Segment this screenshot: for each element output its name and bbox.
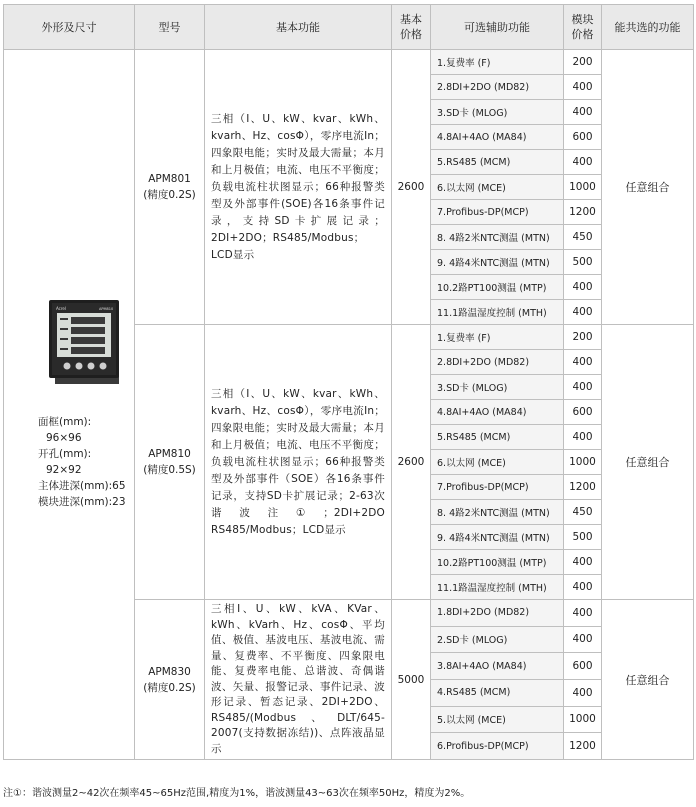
option-price: 1200 [564, 733, 602, 760]
option-name: 1.8DI+2DO (MD82) [431, 600, 564, 627]
option-price: 400 [564, 100, 602, 125]
header-shape: 外形及尺寸 [4, 5, 135, 50]
option-name: 1.复费率 (F) [431, 50, 564, 75]
option-name: 11.1路温湿度控制 (MTH) [431, 575, 564, 600]
model-cell [135, 600, 205, 760]
option-price: 400 [564, 75, 602, 100]
option-price: 200 [564, 325, 602, 350]
option-price: 600 [564, 653, 602, 680]
option-name: 3.8AI+4AO (MA84) [431, 653, 564, 680]
model-accuracy: (精度0.2S) [143, 681, 196, 694]
option-name: 5.以太网 (MCE) [431, 706, 564, 733]
option-price: 1200 [564, 200, 602, 225]
header-module-price: 模块 价格 [564, 5, 602, 50]
option-name: 7.Profibus-DP(MCP) [431, 200, 564, 225]
dim-body-depth: 主体进深(mm):65 [38, 479, 126, 492]
option-name: 6.以太网 (MCE) [431, 450, 564, 475]
option-price: 400 [564, 679, 602, 706]
option-price: 1000 [564, 706, 602, 733]
header-row [4, 5, 694, 50]
model-label: APM810 [99, 306, 114, 311]
option-name: 7.Profibus-DP(MCP) [431, 475, 564, 500]
option-name: 6.以太网 (MCE) [431, 175, 564, 200]
option-price: 400 [564, 300, 602, 325]
option-name: 3.SD卡 (MLOG) [431, 100, 564, 125]
combo-cell: 任意组合 [602, 50, 694, 325]
option-name: 5.RS485 (MCM) [431, 425, 564, 450]
option-price: 1200 [564, 475, 602, 500]
model-accuracy: (精度0.5S) [143, 464, 196, 476]
option-name: 11.1路温湿度控制 (MTH) [431, 300, 564, 325]
function-cell: 三相（I、U、kW、kvar、kWh、kvarh、Hz、cosΦ），零序电流In；四象限电能；实时及最大需量；本月和上月极值；电流、电压不平衡度；负载电流柱状图显示；66种报警类型及外部事件（SOE）各16条事件记录，支持SD卡扩展记录；2-63次谐波注①；2DI+2DO RS485/Modbus；LCD显示 [205, 325, 392, 600]
function-cell: 三相（I、U、kW、kvar、kWh、kvarh、Hz、cosΦ），零序电流In；四象限电能；实时及最大需量；本月和上月极值；电流、电压不平衡度；负载电流柱状图显示；66种报警类型及外部事件(SOE)各16条事件记录，支持SD卡扩展记录；2DI+2DO；RS485/Modbus；LCD显示 [205, 50, 392, 325]
option-price: 400 [564, 550, 602, 575]
base-price-cell: 5000 [392, 600, 431, 760]
model-accuracy: (精度0.2S) [143, 189, 196, 201]
header-combo: 能共选的功能 [602, 5, 694, 50]
option-name: 5.RS485 (MCM) [431, 150, 564, 175]
option-name: 9. 4路4米NTC测温 (MTN) [431, 525, 564, 550]
model-name: APM810 [148, 448, 191, 460]
option-price: 600 [564, 125, 602, 150]
option-name: 4.8AI+4AO (MA84) [431, 125, 564, 150]
table-row [4, 50, 694, 75]
option-price: 450 [564, 225, 602, 250]
option-price: 500 [564, 250, 602, 275]
function-cell: 三相I、U、kW、kVA、KVar、kWh、kVarh、Hz、cosΦ、平均值、极值、基波电压、基波电流、需量、复费率、不平衡度、四象限电能、复费率电能、总谐波、奇偶谐波、矢量、报警记录、事件记录、波形记录、暂态记录、2DI+2DO、RS485/(Modbus、DLT/645-2007(支持数据冻结))、点阵液晶显示 [205, 600, 392, 760]
option-price: 1000 [564, 450, 602, 475]
model-cell [135, 325, 205, 600]
option-name: 8. 4路2米NTC测温 (MTN) [431, 500, 564, 525]
header-basic: 基本功能 [205, 5, 392, 50]
dim-cutout-label: 开孔(mm): [38, 447, 92, 460]
option-name: 2.8DI+2DO (MD82) [431, 350, 564, 375]
product-price-table [3, 4, 694, 760]
model-cell [135, 50, 205, 325]
model-name: APM830 [148, 665, 191, 678]
base-price-cell: 2600 [392, 50, 431, 325]
option-price: 400 [564, 375, 602, 400]
option-price: 400 [564, 275, 602, 300]
dim-frame-value: 96×96 [46, 431, 82, 444]
option-name: 6.Profibus-DP(MCP) [431, 733, 564, 760]
option-name: 9. 4路4米NTC测温 (MTN) [431, 250, 564, 275]
option-price: 400 [564, 425, 602, 450]
option-name: 8. 4路2米NTC测温 (MTN) [431, 225, 564, 250]
option-name: 10.2路PT100测温 (MTP) [431, 550, 564, 575]
brand-label: Acrel [56, 305, 66, 311]
dim-frame-label: 面框(mm): [38, 415, 92, 428]
option-price: 400 [564, 350, 602, 375]
option-price: 400 [564, 626, 602, 653]
option-name: 1.复费率 (F) [431, 325, 564, 350]
base-price-cell: 2600 [392, 325, 431, 600]
header-optional: 可选辅助功能 [431, 5, 564, 50]
option-name: 3.SD卡 (MLOG) [431, 375, 564, 400]
combo-cell: 任意组合 [602, 325, 694, 600]
meter-icon [49, 300, 125, 386]
option-name: 10.2路PT100测温 (MTP) [431, 275, 564, 300]
option-name: 4.RS485 (MCM) [431, 679, 564, 706]
option-name: 2.8DI+2DO (MD82) [431, 75, 564, 100]
option-price: 600 [564, 400, 602, 425]
dim-cutout-value: 92×92 [46, 463, 82, 476]
option-name: 4.8AI+4AO (MA84) [431, 400, 564, 425]
dim-module-depth: 模块进深(mm):23 [38, 495, 126, 508]
footnote: 注①：谐波测量2~42次在频率45~65Hz范围,精度为1%，谐波测量43~63次在频率50Hz，精度为2%。 [3, 788, 471, 799]
header-base-price: 基本 价格 [392, 5, 431, 50]
option-name: 2.SD卡 (MLOG) [431, 626, 564, 653]
option-price: 200 [564, 50, 602, 75]
header-model: 型号 [135, 5, 205, 50]
model-name: APM801 [148, 173, 191, 185]
shape-cell [4, 50, 135, 760]
option-price: 400 [564, 150, 602, 175]
option-price: 450 [564, 500, 602, 525]
option-price: 400 [564, 575, 602, 600]
meter-image [49, 300, 125, 386]
option-price: 400 [564, 600, 602, 627]
combo-cell: 任意组合 [602, 600, 694, 760]
option-price: 1000 [564, 175, 602, 200]
option-price: 500 [564, 525, 602, 550]
